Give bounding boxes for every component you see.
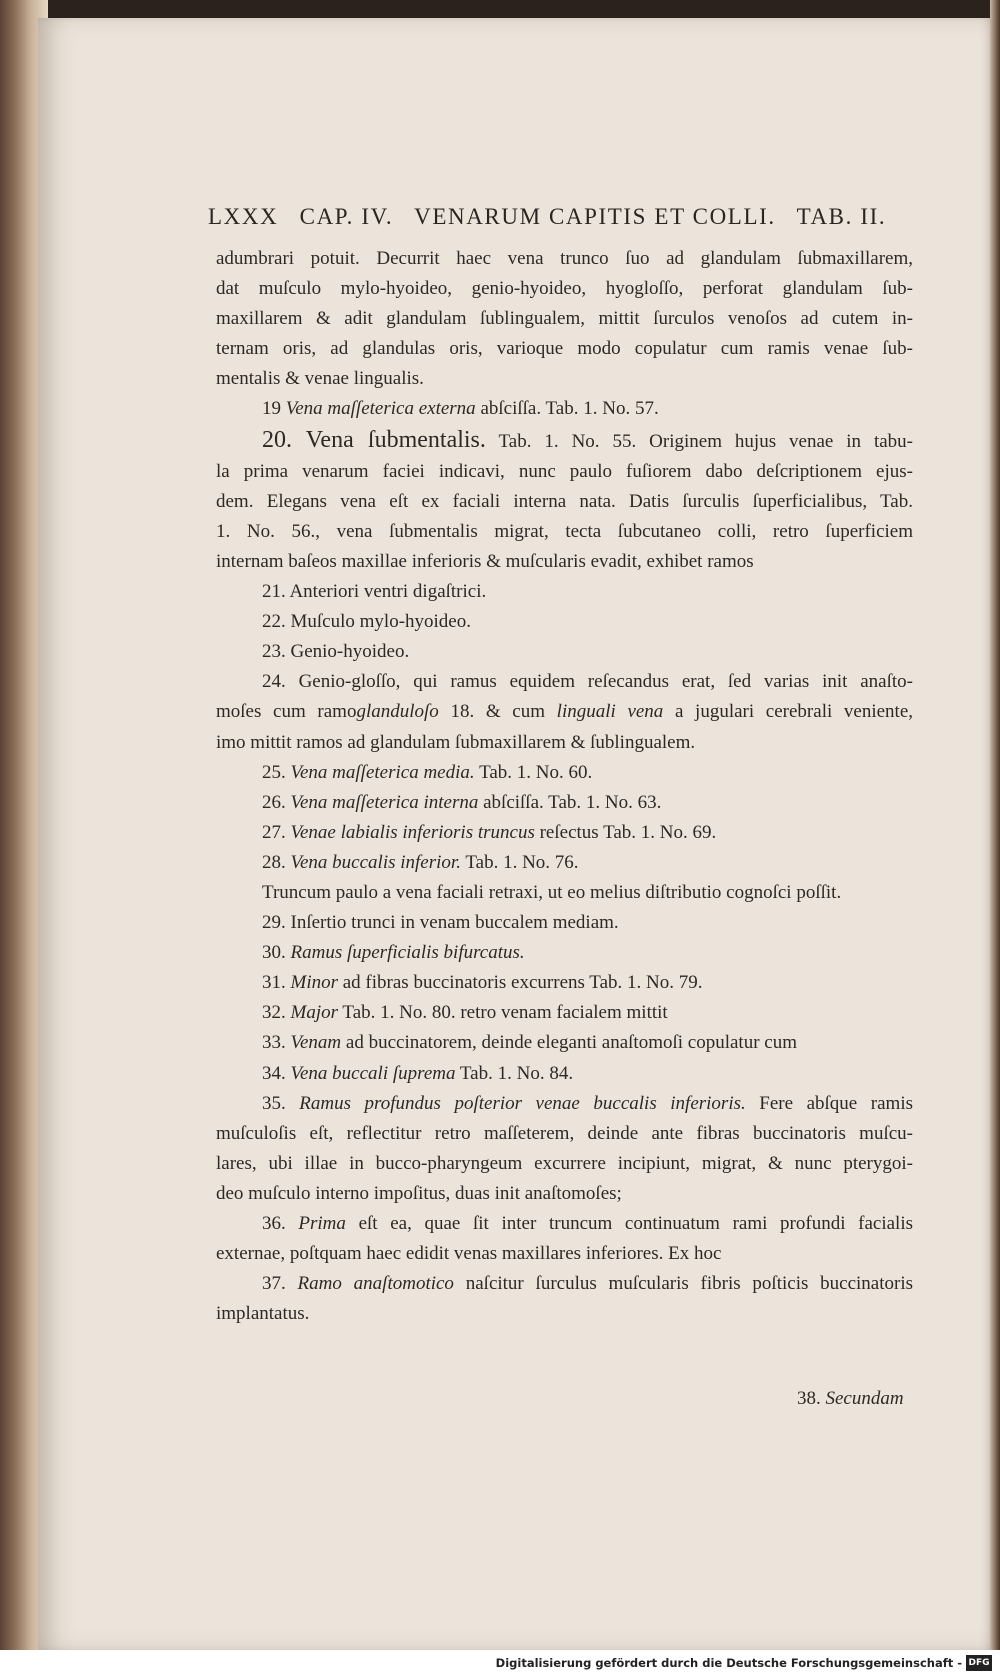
item-number: 19 xyxy=(262,398,281,420)
text-fragment: Tab. 1. No. 80. retro venam facialem mittit xyxy=(342,1002,668,1024)
text-line xyxy=(216,848,913,878)
text-line: imo mittit ramos ad glandulam ſubmaxillarem & ſublingualem. xyxy=(216,731,696,753)
italic-term: Venam xyxy=(290,1032,342,1054)
text-line: la prima venarum faciei indicavi, nunc paulo fuſiorem dabo deſcriptionem ejus- xyxy=(216,460,913,482)
footer-bar xyxy=(0,1650,1000,1678)
catchword xyxy=(797,1388,904,1410)
text-line xyxy=(216,1059,913,1089)
item-number: 31. xyxy=(262,972,286,994)
header-title: VENARUM CAPITIS ET COLLI. xyxy=(414,204,776,229)
text-line xyxy=(216,425,913,457)
text-line: maxillarem & adit glandulam ſublingualem, mittit ſurculos venoſos ad cutem in- xyxy=(216,308,913,330)
text-line xyxy=(216,1209,913,1239)
text-line: 1. No. 56., vena ſubmentalis migrat, tecta ſubcutaneo colli, retro ſuperficiem xyxy=(216,520,913,542)
text-line: 22. Muſculo mylo-hyoideo. xyxy=(262,611,471,633)
text-fragment: naſcitur ſurculus muſcularis fibris poſticis buccinatoris xyxy=(465,1273,914,1295)
text-line: ternam oris, ad glandulas oris, varioque modo copulatur cum ramis venae ſub- xyxy=(216,338,913,360)
catchword-text: Secundam xyxy=(825,1388,904,1409)
text-fragment: abſciſſa. Tab. 1. No. 57. xyxy=(480,398,659,420)
funding-credit: Digitalisierung gefördert durch die Deutsche Forschungsgemeinschaft - xyxy=(495,1656,962,1670)
item-number: 33. xyxy=(262,1032,286,1054)
item-number: 30. xyxy=(262,942,286,964)
tab-label: TAB. II. xyxy=(796,204,887,229)
item-number: 34. xyxy=(262,1062,286,1084)
text-line: muſculoſis eſt, reflectitur retro maſſeterem, deinde ante fibras buccinatoris muſcu- xyxy=(216,1122,913,1144)
italic-term: Vena maſſeterica externa xyxy=(285,398,476,420)
chapter-label: CAP. IV. xyxy=(299,204,394,229)
text-line xyxy=(216,697,913,727)
text-fragment: abſciſſa. Tab. 1. No. 63. xyxy=(483,791,662,813)
text-line: 24. Genio-gloſſo, qui ramus equidem reſecandus erat, ſed varias init anaſto- xyxy=(262,671,913,693)
item-number: 37. xyxy=(262,1273,286,1295)
italic-term: Vena maſſeterica media. xyxy=(290,761,475,783)
text-line: 23. Genio-hyoideo. xyxy=(262,641,410,663)
text-line: 29. Inſertio trunci in venam buccalem mediam. xyxy=(262,912,619,934)
text-line: 21. Anteriori ventri digaſtrici. xyxy=(262,581,487,603)
text-line: dem. Elegans vena eſt ex faciali interna nata. Datis ſurculis ſuperficialibus, Tab. xyxy=(216,490,913,512)
text-fragment: a jugulari cerebrali veniente, xyxy=(674,701,914,723)
text-line: internam baſeos maxillae inferioris & muſcularis evadit, exhibet ramos xyxy=(216,550,754,572)
text-fragment: eſt ea, quae ſit inter truncum continuatum rami profundi facialis xyxy=(358,1213,913,1234)
text-line: adumbrari potuit. Decurrit haec vena trunco ſuo ad glandulam ſubmaxillarem, xyxy=(216,248,913,269)
text-line xyxy=(216,1269,913,1299)
text-fragment: 18. & cum xyxy=(450,701,546,723)
text-line: mentalis & venae lingualis. xyxy=(216,368,424,390)
text-fragment: ad buccinatorem, deinde eleganti anaſtomoſi copulatur cum xyxy=(345,1032,797,1054)
text-fragment: Tab. 1. No. 84. xyxy=(459,1062,574,1084)
text-line: externae, poſtquam haec edidit venas maxillares inferiores. Ex hoc xyxy=(216,1243,722,1265)
text-line xyxy=(216,998,913,1028)
text-line: lares, ubi illae in bucco-pharyngeum excurrere incipiunt, migrat, & nunc pterygoi- xyxy=(216,1152,913,1174)
italic-term: Venae labialis inferioris truncus xyxy=(290,821,535,843)
italic-term: Ramus ſuperficialis bifurcatus. xyxy=(290,942,525,964)
text-fragment: Tab. 1. No. 76. xyxy=(465,851,579,873)
text-line xyxy=(216,818,913,848)
text-line: Truncum paulo a vena faciali retraxi, ut eo melius diſtributio cognoſci poſſit. xyxy=(262,881,842,903)
catchword-number: 38. xyxy=(797,1388,821,1409)
text-fragment: Fere abſque ramis xyxy=(759,1092,913,1114)
page-number: LXXX xyxy=(208,204,279,229)
text-fragment: Tab. 1. No. 55. Originem hujus venae in tabu- xyxy=(498,430,913,452)
italic-term: Vena maſſeterica interna xyxy=(290,791,479,813)
body-text xyxy=(216,244,913,1329)
italic-term: Vena buccali ſuprema xyxy=(290,1062,456,1084)
italic-term: glanduloſo xyxy=(356,701,439,723)
item-number: 32. xyxy=(262,1002,286,1024)
item-number: 28. xyxy=(262,851,286,873)
text-line xyxy=(216,758,913,788)
italic-term: linguali vena xyxy=(556,701,664,723)
italic-term: Minor xyxy=(290,972,338,994)
running-header xyxy=(208,204,948,230)
section-heading: 20. Vena ſubmentalis. xyxy=(262,426,486,453)
item-number: 27. xyxy=(262,821,286,843)
page-stack-edge xyxy=(990,0,1000,1650)
dfg-logo: DFG xyxy=(966,1655,992,1671)
italic-term: Vena buccalis inferior. xyxy=(290,851,461,873)
text-fragment: ad fibras buccinatoris excurrens Tab. 1. No. 79. xyxy=(342,972,703,994)
text-fragment: Tab. 1. No. 60. xyxy=(479,761,593,783)
item-number: 35. xyxy=(262,1092,286,1114)
text-fragment: reſectus Tab. 1. No. 69. xyxy=(539,821,717,843)
text-line xyxy=(216,1028,913,1058)
italic-term: Prima xyxy=(298,1213,346,1234)
text-line: dat muſculo mylo-hyoideo, genio-hyoideo, hyogloſſo, perforat glandulam ſub- xyxy=(216,278,913,300)
item-number: 36. xyxy=(262,1213,286,1234)
text-line xyxy=(216,394,913,424)
text-line xyxy=(216,1089,913,1119)
text-line xyxy=(216,788,913,818)
italic-term: Ramus profundus poſterior venae buccalis inferioris. xyxy=(299,1092,746,1114)
italic-term: Ramo anaſtomotico xyxy=(297,1273,454,1295)
italic-term: Major xyxy=(290,1002,338,1024)
text-line xyxy=(216,968,913,998)
text-line xyxy=(216,938,913,968)
text-line: implantatus. xyxy=(216,1303,310,1325)
text-line: deo muſculo interno impoſitus, duas init anaſtomoſes; xyxy=(216,1182,622,1204)
text-fragment: moſes cum ramo xyxy=(216,701,357,723)
item-number: 25. xyxy=(262,761,286,783)
item-number: 26. xyxy=(262,791,286,813)
